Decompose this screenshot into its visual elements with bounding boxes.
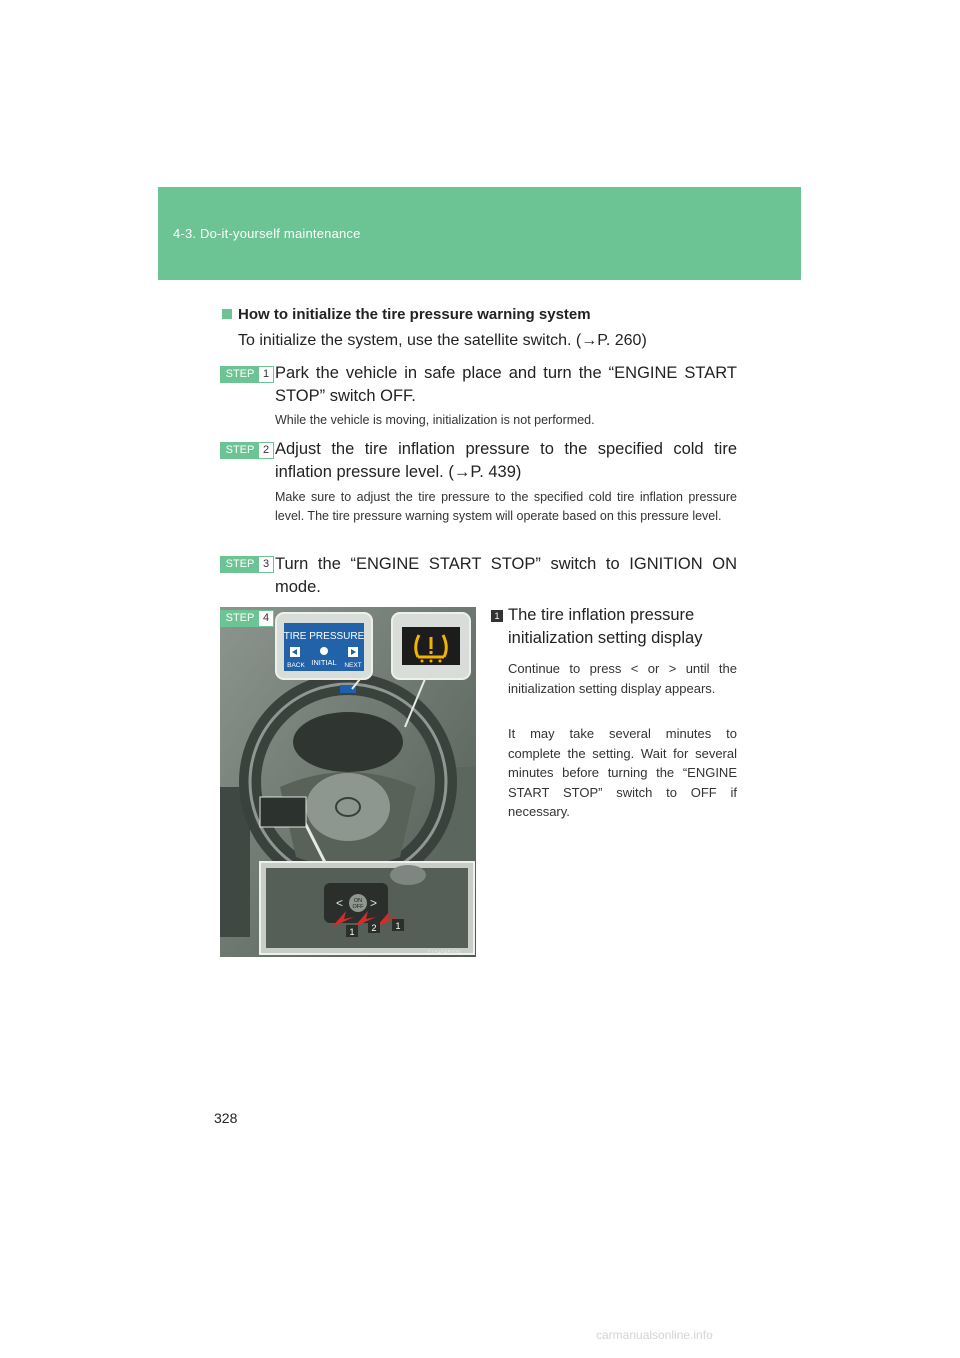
- svg-text:ON: ON: [353, 898, 363, 904]
- svg-text:OFF: OFF: [352, 904, 364, 910]
- intro-text: To initialize the system, use the satellite switch. (→P. 260): [238, 332, 647, 349]
- step-1-text: Park the vehicle in safe place and turn the “ENGINE START STOP” switch OFF.: [275, 364, 737, 405]
- step-badge-2: STEP 2: [220, 442, 274, 459]
- heading-square-icon: [222, 309, 232, 319]
- step-2-note: Make sure to adjust the tire pressure to the specified cold tire inflation pressure level. The tire pressure warning system will operate based on this pressure level.: [275, 490, 737, 523]
- step-badge-4: STEP 4: [220, 610, 274, 627]
- step-2-text: Adjust the tire inflation pressure to the specified cold tire inflation pressure level. (→P. 439): [275, 440, 737, 481]
- display-title: TIRE PRESSURE: [283, 631, 365, 642]
- step-3-text: Turn the “ENGINE START STOP” switch to IGNITION ON mode.: [275, 555, 737, 596]
- svg-text:INITIAL: INITIAL: [311, 658, 337, 667]
- callout-paragraph-1: Continue to press < or > until the initialization setting display appears.: [508, 661, 737, 696]
- step-badge-3: STEP 3: [220, 556, 274, 573]
- dashboard-drawing: [220, 607, 476, 957]
- initial-dot-icon: [320, 647, 328, 655]
- figure-code: CLY43AB329: [427, 950, 461, 956]
- step-badge-1: STEP 1: [220, 366, 274, 383]
- svg-text:1: 1: [395, 921, 401, 931]
- section-heading: How to initialize the tire pressure warning system: [222, 306, 591, 323]
- steering-wheel-illustration: [220, 607, 476, 957]
- page-number: 328: [214, 1110, 238, 1126]
- svg-text:2: 2: [371, 923, 377, 933]
- callout-title: The tire inflation pressure initialization setting display: [508, 606, 703, 647]
- watermark: carmanualsonline.info: [596, 1328, 713, 1342]
- svg-text:NEXT: NEXT: [344, 662, 362, 669]
- svg-text:BACK: BACK: [287, 662, 305, 669]
- callout-number: 1: [491, 610, 503, 622]
- right-arrow-icon: >: [370, 896, 378, 910]
- callout-paragraph-2: It may take several minutes to complete the setting. Wait for several minutes before turning the “ENGINE START STOP” switch to OFF if necessary.: [508, 726, 737, 819]
- section-title: 4-3. Do-it-yourself maintenance: [173, 226, 361, 241]
- step-1-note: While the vehicle is moving, initialization is not performed.: [275, 413, 595, 427]
- left-arrow-icon: <: [336, 896, 344, 910]
- svg-text:1: 1: [349, 927, 355, 937]
